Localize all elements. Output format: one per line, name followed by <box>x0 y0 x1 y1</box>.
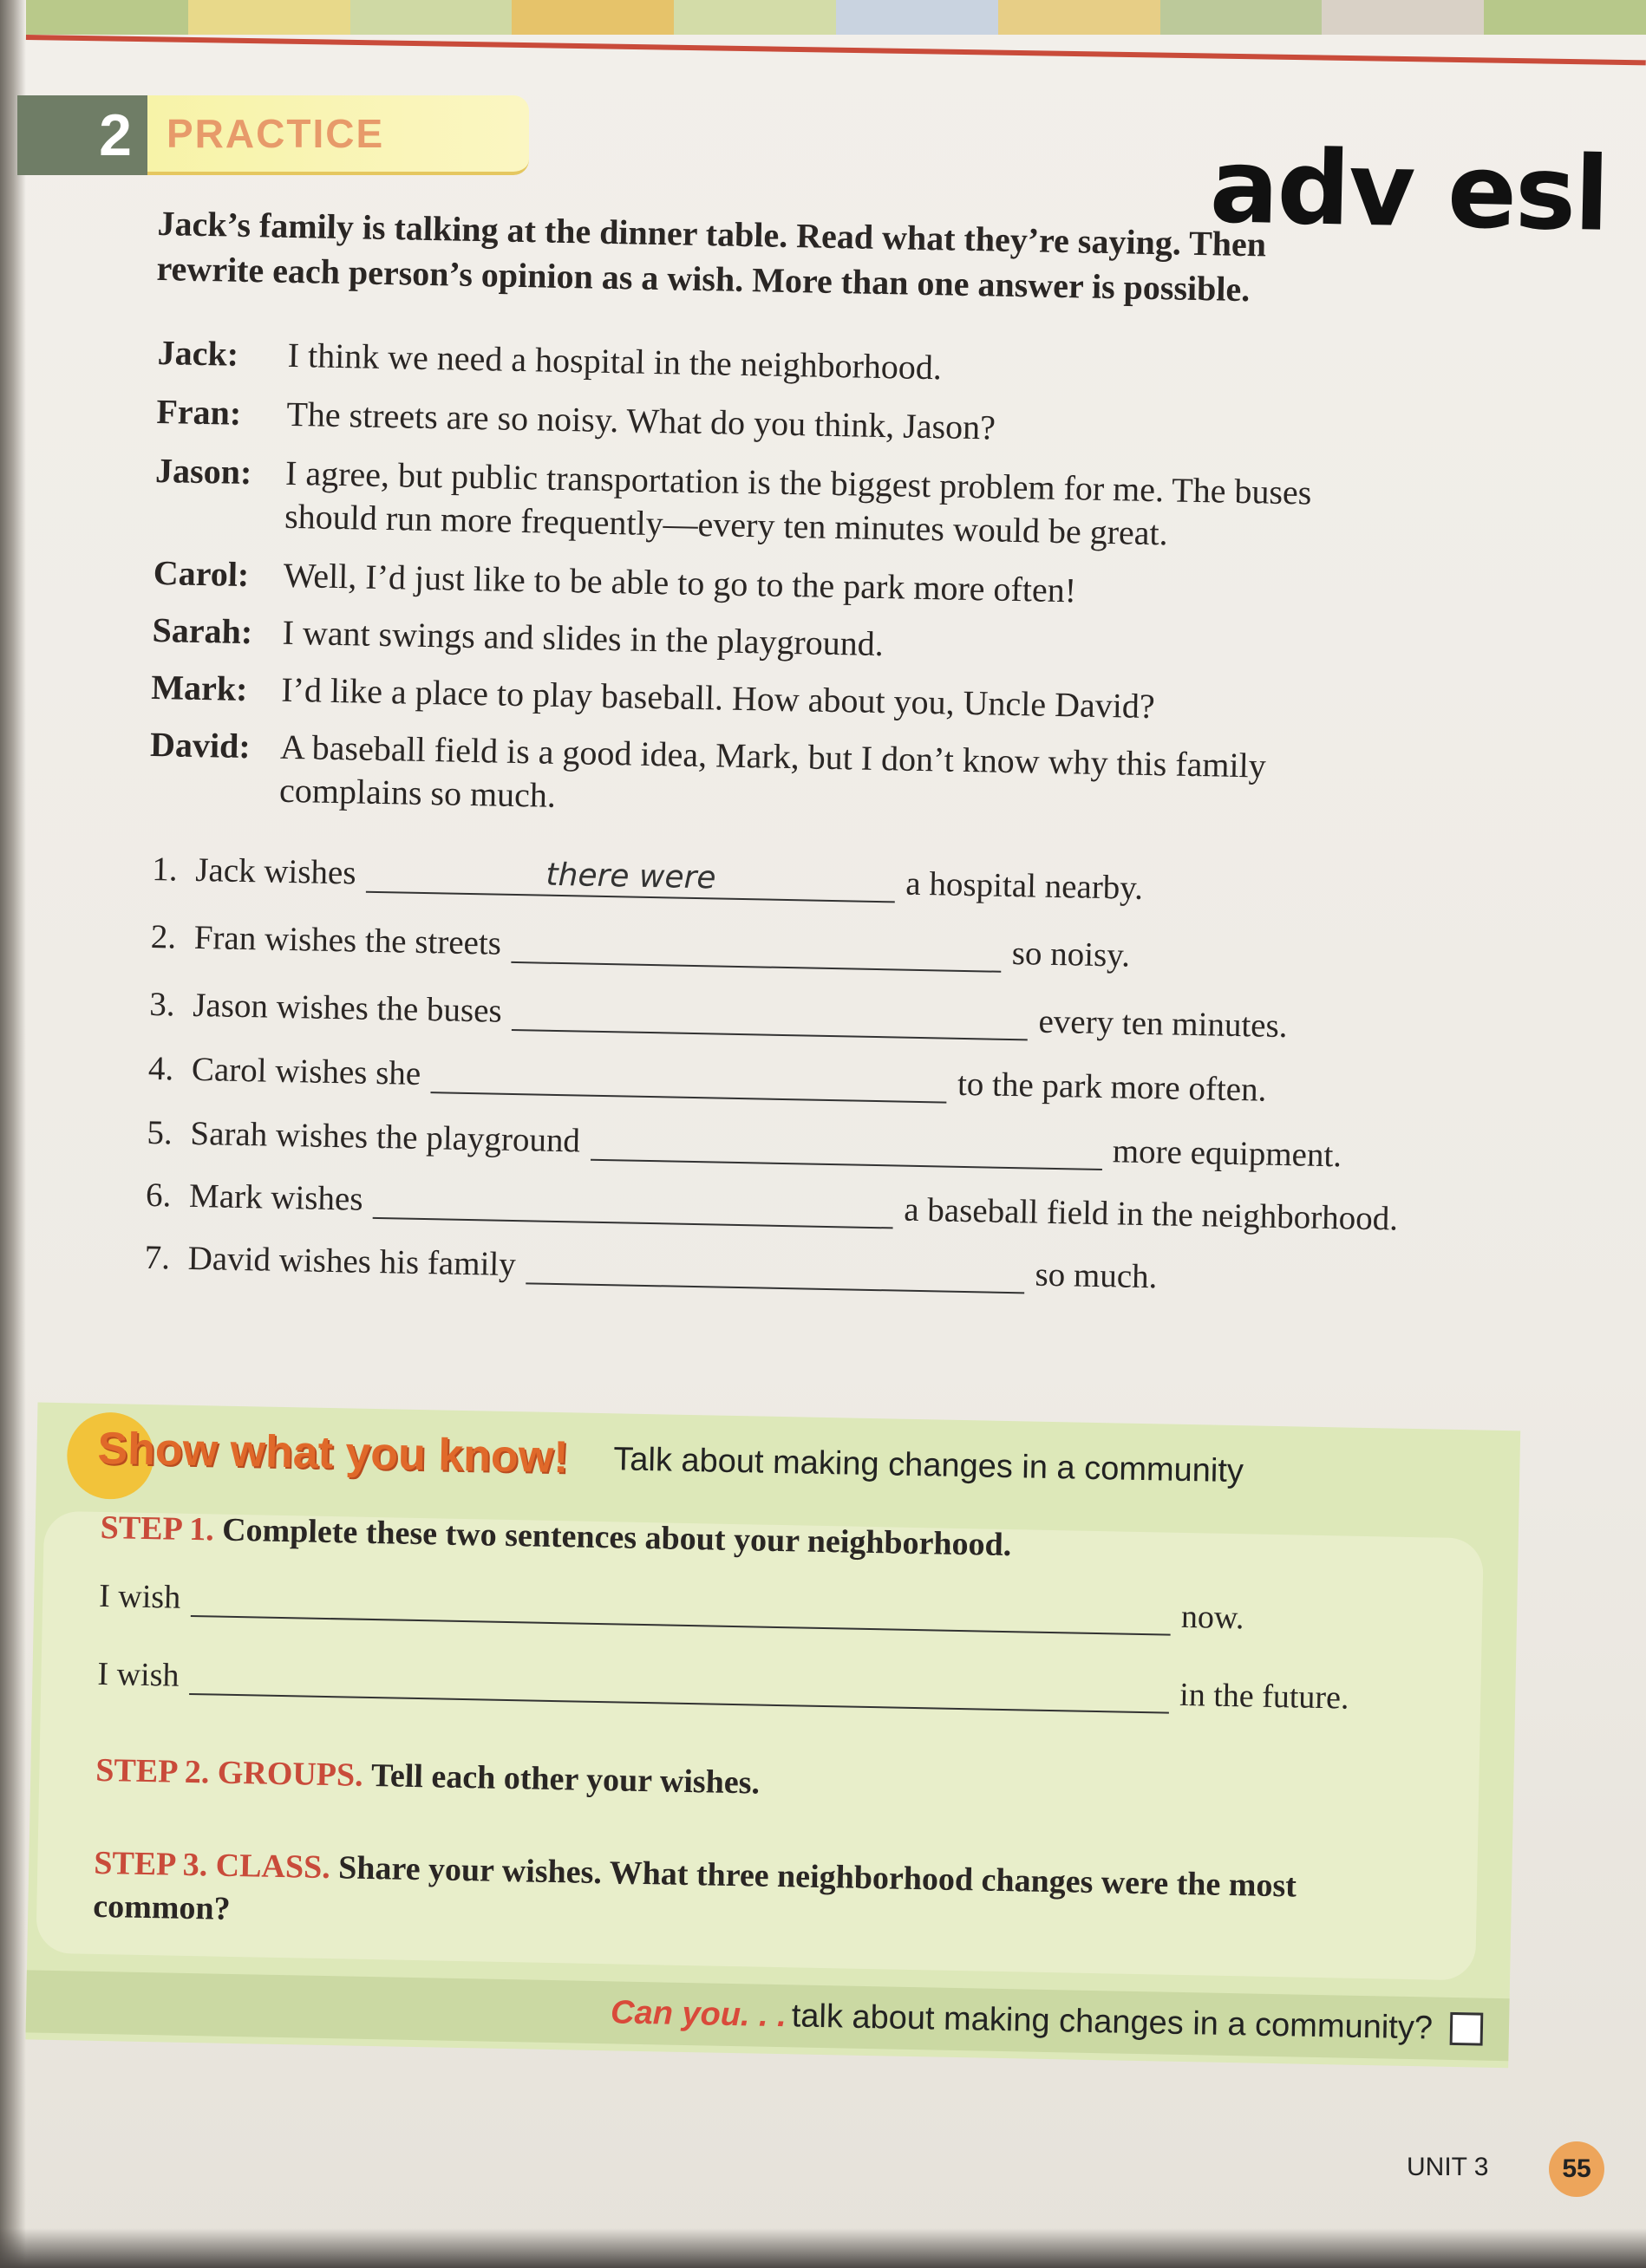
dialogue-line <box>151 666 1366 733</box>
item-ending: every ten minutes. <box>1038 1002 1288 1046</box>
speaker: David: <box>149 724 251 766</box>
item-number: 2. <box>150 917 177 956</box>
dialogue-text: I want swings and slides in the playground. <box>282 612 885 664</box>
item-prompt: Mark wishes <box>188 1176 363 1218</box>
answer-blank[interactable] <box>373 1181 894 1229</box>
answer-blank[interactable] <box>512 925 1003 973</box>
dialogue-text: Well, I’d just like to be able to go to the park more often! <box>283 555 1077 610</box>
item-number: 3. <box>148 985 176 1024</box>
answer-blank[interactable] <box>366 855 896 903</box>
dialogue-line <box>153 551 1368 618</box>
dialogue-line <box>157 331 1372 398</box>
self-check-checkbox[interactable] <box>1450 2012 1484 2046</box>
unit-label: UNIT 3 <box>1407 2153 1489 2181</box>
item-ending: so noisy. <box>1011 935 1131 974</box>
can-you-lead: Can you. . . <box>610 1993 787 2034</box>
page-number: 55 <box>1549 2141 1604 2197</box>
dialogue-text: I think we need a hospital in the neighborhood. <box>287 335 943 388</box>
dialogue-text: I’d like a place to play baseball. How about you, Uncle David? <box>280 669 1156 727</box>
section-number: 2 <box>17 95 147 175</box>
swyk-subtitle: Talk about making changes in a community <box>612 1441 1244 1490</box>
answer-blank[interactable] <box>512 993 1029 1040</box>
item-prompt: Jason wishes the buses <box>192 986 503 1030</box>
item-ending: so much. <box>1035 1255 1158 1296</box>
item-ending: a hospital nearby. <box>905 864 1144 907</box>
step-label: STEP 1. <box>100 1509 215 1548</box>
exercise-item <box>149 985 1288 1046</box>
can-you-text: talk about making changes in a community? <box>791 1997 1434 2047</box>
speaker: Carol: <box>153 552 250 595</box>
step-label: STEP 3. CLASS. <box>93 1844 331 1887</box>
exercise-item <box>144 1238 1158 1296</box>
item-number: 1. <box>151 850 179 889</box>
item-prompt: Carol wishes she <box>191 1050 421 1092</box>
item-number: 5. <box>147 1113 173 1152</box>
item-number: 7. <box>144 1238 171 1277</box>
dialogue-text: The streets are so noisy. What do you think, Jason? <box>286 394 996 447</box>
dialogue-line <box>156 390 1371 457</box>
dialogue-text: I agree, but public transportation is the biggest problem for me. The buses should run more frequently—every ten minutes would be great. <box>284 453 1312 553</box>
instructions: Jack’s family is talking at the dinner table. Read what they’re saying. Then rewrite each person’s opinion as a wish. More than one answer is possible. <box>156 203 1267 310</box>
can-you-check <box>26 1970 1510 2061</box>
dialogue-text: A baseball field is a good idea, Mark, but I don’t know why this family complains so much. <box>278 727 1267 815</box>
exercise-item <box>148 1049 1267 1110</box>
speaker: Jason: <box>154 450 252 492</box>
answer-blank[interactable] <box>590 1123 1102 1170</box>
item-prompt: Jack wishes <box>194 850 356 892</box>
item-ending: a baseball field in the neighborhood. <box>903 1190 1399 1238</box>
wish-prompt: I wish <box>98 1577 181 1616</box>
handwritten-answer <box>526 1281 1024 1290</box>
step-text: Share your wishes. What three neighborhood changes were the most common? <box>92 1849 1297 1927</box>
wish-prompt: I wish <box>97 1655 180 1694</box>
step-text: Tell each other your wishes. <box>370 1757 761 1802</box>
wish-ending: now. <box>1180 1598 1244 1637</box>
handwritten-answer <box>591 1157 1102 1167</box>
speaker: Jack: <box>157 332 239 374</box>
step-text: Complete these two sentences about your neighborhood. <box>221 1511 1012 1564</box>
speaker: Fran: <box>156 391 242 433</box>
show-what-you-know-panel <box>25 1403 1520 2069</box>
exercise-item <box>150 917 1130 975</box>
swyk-title: Show what you know! <box>96 1423 570 1483</box>
handwritten-stamp: adv esl <box>1208 126 1610 254</box>
bottom-shadow <box>0 2228 1646 2268</box>
handwritten-answer <box>512 960 1002 969</box>
item-number: 4. <box>147 1049 174 1088</box>
answer-blank[interactable] <box>431 1055 948 1103</box>
handwritten-answer <box>512 1027 1028 1037</box>
item-ending: to the park more often. <box>957 1065 1267 1109</box>
speaker: Sarah: <box>152 609 253 652</box>
item-number: 6. <box>145 1176 172 1215</box>
step-label: STEP 2. GROUPS. <box>95 1751 364 1794</box>
dialogue-line <box>152 609 1367 675</box>
item-prompt: Fran wishes the streets <box>193 918 502 962</box>
exercise-item <box>152 850 1144 908</box>
item-prompt: David wishes his family <box>187 1239 517 1284</box>
exercise-item <box>147 1113 1342 1175</box>
handwritten-answer <box>373 1215 893 1226</box>
item-prompt: Sarah wishes the playground <box>190 1114 581 1160</box>
item-ending: more equipment. <box>1112 1132 1342 1175</box>
dialogue-line <box>149 723 1365 833</box>
speaker: Mark: <box>150 667 248 709</box>
dialogue-line <box>154 449 1370 559</box>
handwritten-answer <box>431 1090 947 1099</box>
section-title: PRACTICE <box>147 95 529 175</box>
handwritten-answer: there were <box>545 857 716 896</box>
exercise-item <box>146 1176 1399 1239</box>
wish-ending: in the future. <box>1179 1676 1349 1717</box>
answer-blank[interactable] <box>526 1246 1025 1294</box>
